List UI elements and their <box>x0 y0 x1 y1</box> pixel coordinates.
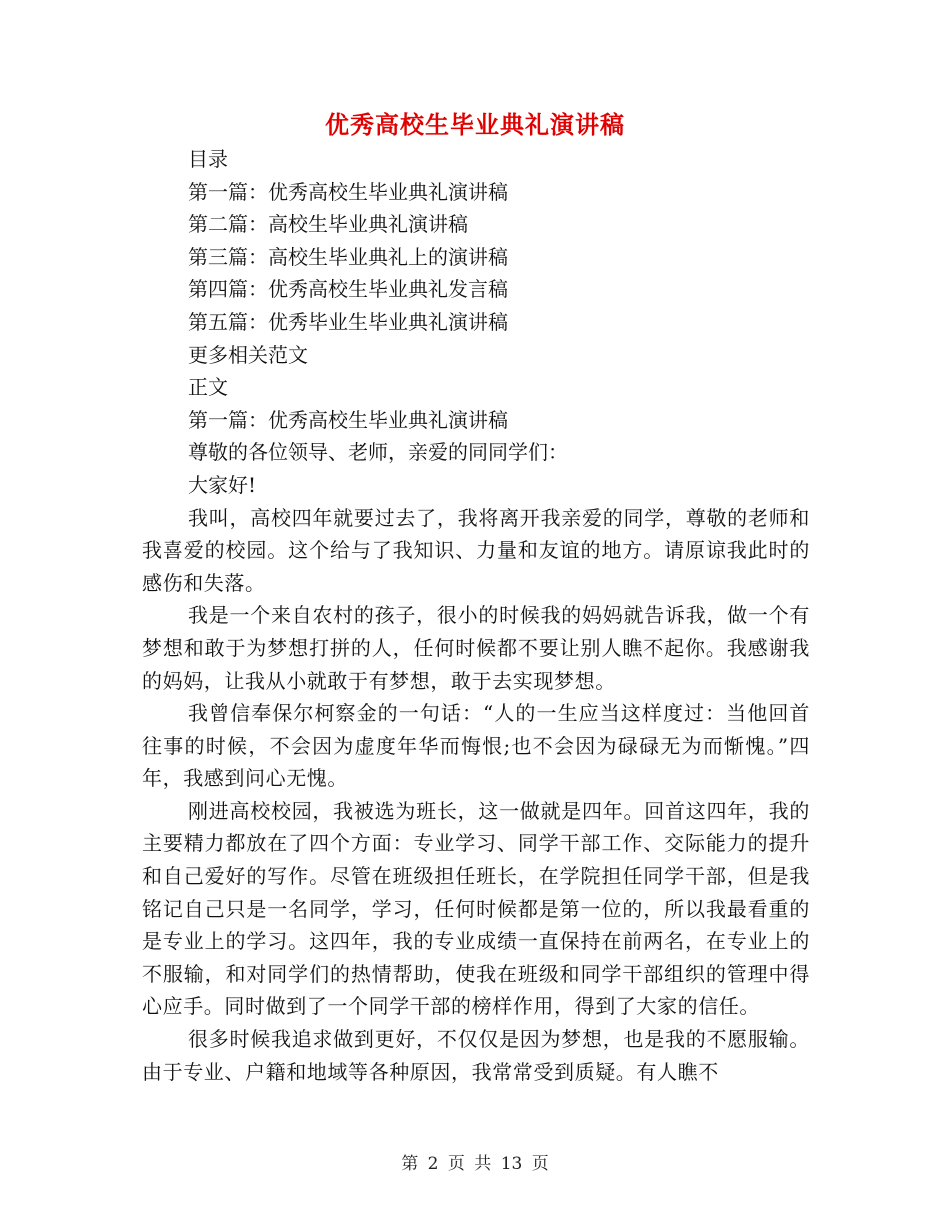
body-paragraph: 我叫，高校四年就要过去了，我将离开我亲爱的同学，尊敬的老师和我喜爱的校园。这个给与了我知识、力量和友谊的地方。请原谅我此时的感伤和失落。 <box>142 505 810 595</box>
body-paragraph: 我曾信奉保尔柯察金的一句话：“人的一生应当这样度过：当他回首往事的时候，不会因为虚度年华而悔恨;也不会因为碌碌无为而惭愧。”四年，我感到问心无愧。 <box>142 701 810 791</box>
page-number-footer: 第 2 页 共 13 页 <box>401 1154 549 1174</box>
body-paragraph: 刚进高校校园，我被选为班长，这一做就是四年。回首这四年，我的主要精力都放在了四个方面：专业学习、同学干部工作、交际能力的提升和自己爱好的写作。尽管在班级担任班长，在学院担任同学干部，但是我铭记自己只是一名同学，学习，任何时候都是第一位的，所以我最看重的是专业上的学习。这四年，我的专业成绩一直保持在前两名，在专业上的不服输，和对同学们的热情帮助，使我在班级和同学干部组织的管理中得心应手。同时做到了一个同学干部的榜样作用，得到了大家的信任。 <box>142 798 810 1019</box>
body-paragraph: 很多时候我追求做到更好，不仅仅是因为梦想，也是我的不愿服输。由于专业、户籍和地域等各种原因，我常常受到质疑。有人瞧不 <box>142 1027 810 1084</box>
more-related-label: 更多相关范文 <box>188 342 308 367</box>
toc-item: 第五篇：优秀毕业生毕业典礼演讲稿 <box>188 309 508 334</box>
toc-item: 第三篇：高校生毕业典礼上的演讲稿 <box>188 244 508 269</box>
greeting: 大家好! <box>188 472 257 497</box>
section-title: 第一篇：优秀高校生毕业典礼演讲稿 <box>188 407 508 432</box>
salutation: 尊敬的各位领导、老师，亲爱的同同学们： <box>188 440 568 465</box>
document-body <box>142 143 810 1088</box>
body-paragraph: 我是一个来自农村的孩子，很小的时候我的妈妈就告诉我，做一个有梦想和敢于为梦想打拼的人，任何时候都不要让别人瞧不起你。我感谢我的妈妈，让我从小就敢于有梦想，敢于去实现梦想。 <box>142 603 810 693</box>
body-heading: 正文 <box>188 375 228 400</box>
toc-item: 第一篇：优秀高校生毕业典礼演讲稿 <box>188 179 508 204</box>
document-title: 优秀高校生毕业典礼演讲稿 <box>325 111 625 139</box>
toc-item: 第二篇：高校生毕业典礼演讲稿 <box>188 212 468 237</box>
toc-item: 第四篇：优秀高校生毕业典礼发言稿 <box>188 277 508 302</box>
toc-heading: 目录 <box>188 147 228 171</box>
